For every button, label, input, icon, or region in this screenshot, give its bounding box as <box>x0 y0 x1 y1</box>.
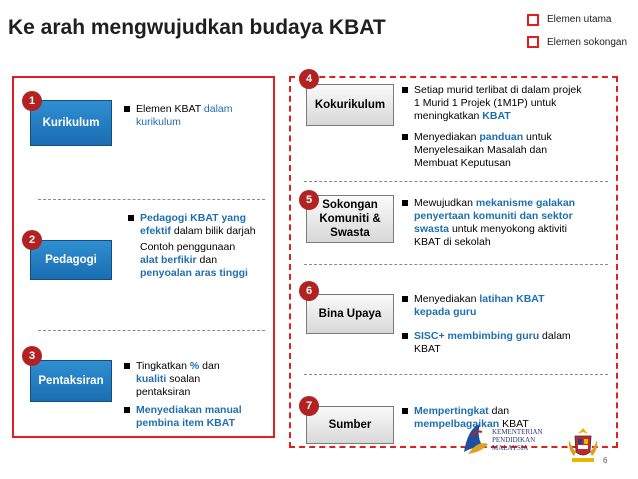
number-badge: 3 <box>22 346 42 366</box>
element-label: Sokongan Komuniti & Swasta <box>319 199 381 239</box>
legend-main-swatch <box>527 14 539 26</box>
bullet-square <box>402 87 408 93</box>
bullet-text: soalan <box>166 373 201 385</box>
number-badge: 1 <box>22 91 42 111</box>
number-badge: 5 <box>299 190 319 210</box>
bullet-bina-upaya-1 <box>402 293 612 319</box>
bullet-text: KBAT di sekolah <box>414 236 491 248</box>
bullet-text-highlight: kurikulum <box>136 116 181 128</box>
bullet-text: Membuat Keputusan <box>414 157 511 169</box>
bullet-text: KBAT <box>499 418 529 430</box>
element-bina-upaya <box>306 294 394 334</box>
bullet-text: dalam bilik darjah <box>170 225 256 237</box>
bullet-text: Menyediakan <box>414 131 480 143</box>
bullet-square <box>402 408 408 414</box>
ministry-logo-text: KEMENTERIAN PENDIDIKAN MALAYSIA <box>492 428 543 452</box>
bullet-text: dan <box>199 360 220 372</box>
legend-support-label: Elemen sokongan <box>547 37 628 48</box>
number-badge: 2 <box>22 230 42 250</box>
bullet-text: Contoh penggunaan <box>140 241 236 253</box>
bullet-text: dan <box>488 405 510 417</box>
element-sokongan-komuniti <box>306 195 394 243</box>
bullet-text: dalam <box>539 330 571 342</box>
separator <box>304 264 608 265</box>
element-label: Pedagogi <box>45 254 97 266</box>
legend-support-swatch <box>527 36 539 48</box>
element-label: Pentaksiran <box>38 375 104 387</box>
bullet-square <box>124 106 130 112</box>
bullet-text-highlight: efektif <box>140 225 171 237</box>
number-badge: 4 <box>299 69 319 89</box>
bullet-text-highlight: mekanisme galakan <box>475 197 576 209</box>
number-badge: 7 <box>299 396 319 416</box>
bullet-text-highlight: latihan KBAT <box>479 293 545 305</box>
bullet-text-highlight: % <box>189 360 200 372</box>
bullet-text: Menyediakan <box>414 293 480 305</box>
bullet-square <box>124 407 130 413</box>
element-kokurikulum <box>306 84 394 126</box>
bullet-text-highlight: Pedagogi KBAT yang <box>140 212 246 224</box>
bullet-kokurikulum-2 <box>402 131 612 170</box>
bullet-pedagogi <box>128 212 273 280</box>
bullet-text-highlight: kualiti <box>136 373 167 385</box>
bullet-kokurikulum-1 <box>402 84 612 123</box>
page-title: Ke arah mengwujudkan budaya KBAT <box>8 16 386 39</box>
bullet-text: pentaksiran <box>136 386 191 398</box>
bullet-square <box>402 200 408 206</box>
bullet-pentaksiran-2 <box>124 404 269 430</box>
bullet-kurikulum <box>124 103 264 129</box>
element-pentaksiran <box>30 360 112 402</box>
separator <box>38 330 265 331</box>
bullet-text-highlight: KBAT <box>482 110 511 122</box>
bullet-text-highlight: Menyediakan manual <box>136 404 242 416</box>
bullet-text: dan <box>196 254 218 266</box>
element-label: Sumber <box>328 419 372 431</box>
element-kurikulum <box>30 100 112 146</box>
bullet-text-highlight: swasta <box>414 223 450 235</box>
bullet-square <box>128 215 134 221</box>
coat-of-arms-icon <box>566 426 600 466</box>
bullet-text: Setiap murid terlibat di dalam projek <box>414 84 582 96</box>
bullet-text-highlight: pembina item KBAT <box>136 417 235 429</box>
element-label: Kokurikulum <box>314 99 386 111</box>
bullet-text: Elemen KBAT <box>136 103 204 115</box>
bullet-text: untuk menyokong aktiviti <box>449 223 567 235</box>
bullet-pentaksiran-1 <box>124 360 269 399</box>
bullet-bina-upaya-2 <box>402 330 612 356</box>
separator <box>304 374 608 375</box>
bullet-square <box>402 333 408 339</box>
bullet-text: Mewujudkan <box>414 197 476 209</box>
page-number: 6 <box>603 456 608 465</box>
bullet-square <box>402 296 408 302</box>
bullet-text-highlight: penyertaan komuniti dan sektor <box>414 210 573 222</box>
element-pedagogi <box>30 240 112 280</box>
bullet-text-highlight: penyoalan aras tinggi <box>140 267 248 279</box>
bullet-text: meningkatkan <box>414 110 483 122</box>
element-sumber <box>306 406 394 444</box>
bullet-text: Tingkatkan <box>136 360 190 372</box>
bullet-text-highlight: panduan <box>479 131 524 143</box>
bullet-text-highlight: kepada guru <box>414 306 477 318</box>
legend-main-label: Elemen utama <box>547 14 612 25</box>
bullet-text: untuk <box>523 131 552 143</box>
element-label: Bina Upaya <box>318 308 382 320</box>
element-label: Kurikulum <box>42 117 100 129</box>
bullet-text-highlight: Mempertingkat <box>414 405 489 417</box>
bullet-text-highlight: SISC+ membimbing guru <box>414 330 540 342</box>
separator <box>304 181 608 182</box>
number-badge: 6 <box>299 281 319 301</box>
separator <box>38 199 265 200</box>
bullet-sokongan <box>402 197 612 249</box>
bullet-square <box>124 363 130 369</box>
bullet-text-highlight: mempelbagaikan <box>414 418 500 430</box>
bullet-text: Menyelesaikan Masalah dan <box>414 144 548 156</box>
bullet-text-highlight: dalam <box>203 103 233 115</box>
bullet-text-highlight: alat berfikir <box>140 254 197 266</box>
bullet-text: 1 Murid 1 Projek (1M1P) untuk <box>414 97 557 109</box>
bullet-text: KBAT <box>414 343 441 355</box>
bullet-square <box>402 134 408 140</box>
